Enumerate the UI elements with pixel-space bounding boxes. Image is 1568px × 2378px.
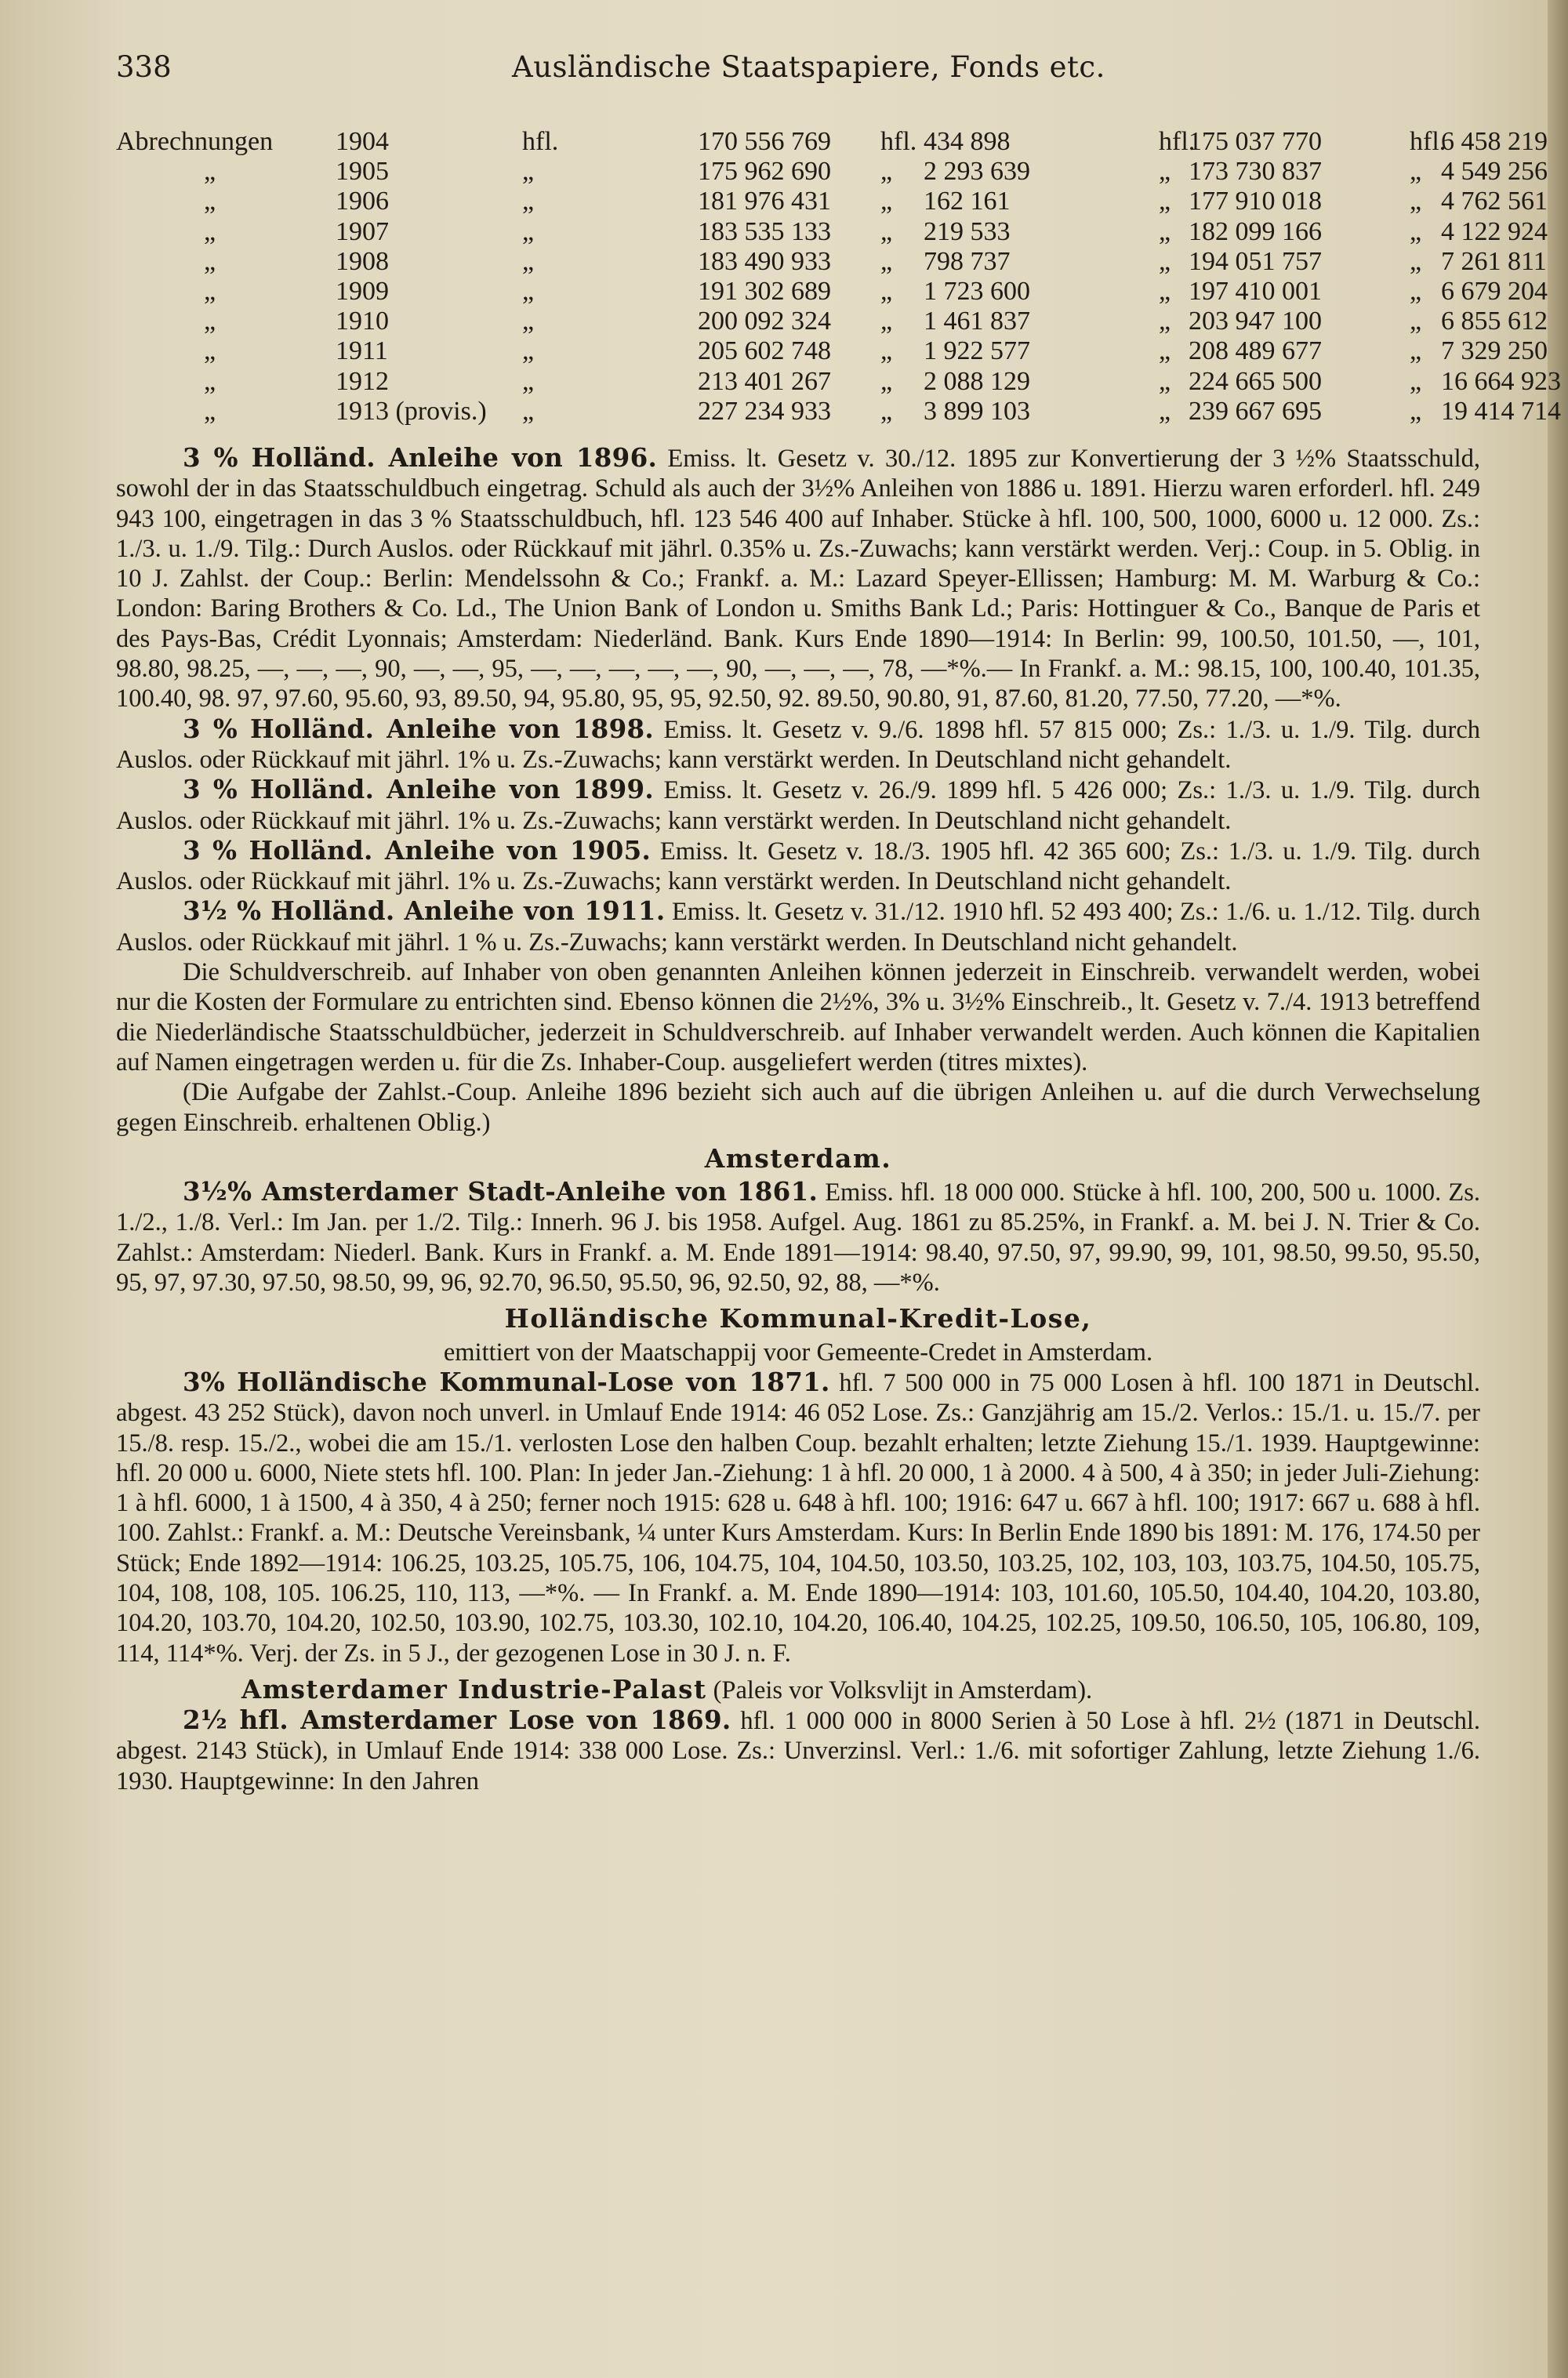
currency-3: „ (1159, 276, 1171, 306)
value-3: 177 910 018 (1189, 187, 1322, 216)
value-4: 16 664 923 (1441, 366, 1561, 396)
value-3: 194 051 757 (1189, 246, 1322, 276)
paragraph-kommunal-lose-1871 (116, 1367, 1480, 1668)
paragraph-heading: 3% Holländische Kommunal-Lose von 1871. (183, 1366, 830, 1397)
currency-3: hfl. (1159, 127, 1196, 156)
value-2: 2 293 639 (924, 157, 1030, 187)
table-row (116, 276, 1548, 307)
paragraph-schuldverschreibung: Die Schuldverschreib. auf Inhaber von oben genannten Anleihen können jederzeit in Einschreib. verwandelt werden, wobei nur die Kosten der Formulare zu entrichten sind. Ebenso können die 2½%, 3% u. 3½% Einschreib., lt. Gesetz v. 7./4. 1913 betreffend die Niederländische Staatsschuldbücher, jederzeit in Schuldverschreib. auf Inhaber verwandelt werden. Auch können die Kapitalien auf Namen eingetragen werden u. für die Zs. Inhaber-Coup. ausgeliefert werden (titres mixtes). (116, 958, 1480, 1076)
value-4: 7 329 250 (1441, 336, 1548, 366)
value-2: 1 922 577 (924, 336, 1030, 366)
abrechnungen-table (116, 127, 1561, 427)
paragraph-text: hfl. 1 000 000 in 8000 Serien à 50 Lose à hfl. 2½ (1871 in Deutschl. abgest. 2143 Stück), in Umlauf Ende 1914: 338 000 Lose. Zs.: Unverzinsl. Verl.: 1./6. mit sofortiger Zahlung, letzte Ziehung 1./6. 1930. Hauptgewinne: In den Jahren (116, 1707, 1480, 1795)
currency-2: „ (880, 216, 893, 246)
value-2: 2 088 129 (924, 366, 1030, 396)
table-row (116, 216, 1548, 247)
currency-4: „ (1410, 366, 1422, 396)
value-1: 227 234 933 (698, 396, 831, 426)
value-1: 181 976 431 (698, 187, 831, 216)
value-4: 6 679 204 (1441, 276, 1548, 306)
paragraph-heading: 3 % Holländ. Anleihe von 1905. (183, 834, 652, 866)
value-4: 6 458 219 (1441, 127, 1548, 156)
paragraph-stadt-anleihe-1861 (116, 1177, 1480, 1298)
currency-4: „ (1410, 187, 1422, 216)
ditto-mark: „ (204, 396, 216, 426)
currency-4: „ (1410, 276, 1422, 306)
value-4: 19 414 714 (1441, 396, 1561, 426)
value-3: 239 667 695 (1189, 396, 1322, 426)
value-1: 205 602 748 (698, 336, 831, 366)
value-2: 162 161 (924, 187, 1011, 216)
value-1: 191 302 689 (698, 276, 831, 306)
section-title-industrie-palast (116, 1675, 1480, 1705)
value-3: 224 665 500 (1189, 366, 1322, 396)
value-3: 203 947 100 (1189, 307, 1322, 336)
currency-3: „ (1159, 187, 1171, 216)
ditto-mark: „ (204, 366, 216, 396)
paragraph-heading: 3 % Holländ. Anleihe von 1899. (183, 774, 655, 805)
row-year: 1904 (336, 127, 389, 156)
currency-1: hfl. (522, 127, 559, 156)
currency-2: „ (880, 366, 893, 396)
row-year: 1913 (provis.) (336, 396, 487, 426)
currency-2: „ (880, 276, 893, 306)
paragraph-anleihe-1899 (116, 775, 1480, 836)
page-header (116, 50, 1480, 89)
currency-3: „ (1159, 396, 1171, 426)
row-label: Abrechnungen (116, 127, 274, 156)
paragraph-zahlstellen-note: (Die Aufgabe der Zahlst.-Coup. Anleihe 1896 bezieht sich auch auf die übrigen Anleihen u. auf die durch Verwechselung gegen Einschreib. erhaltenen Oblig.) (116, 1078, 1480, 1137)
currency-1: „ (522, 216, 535, 246)
value-2: 1 461 837 (924, 307, 1030, 336)
currency-1: „ (522, 307, 535, 336)
value-3: 173 730 837 (1189, 157, 1322, 187)
currency-4: „ (1410, 246, 1422, 276)
value-2: 798 737 (924, 246, 1011, 276)
ditto-mark: „ (204, 157, 216, 187)
value-2: 1 723 600 (924, 276, 1030, 306)
paragraph-heading: 3 % Holländ. Anleihe von 1898. (183, 713, 655, 744)
currency-2: hfl. (880, 127, 917, 156)
table-row (116, 246, 1547, 277)
currency-3: „ (1159, 246, 1171, 276)
value-3: 182 099 166 (1189, 216, 1322, 246)
currency-4: „ (1410, 157, 1422, 187)
value-3: 208 489 677 (1189, 336, 1322, 366)
paragraph-text: Emiss. lt. Gesetz v. 26./9. 1899 hfl. 5 426 000; Zs.: 1./3. u. 1./9. Tilg. durch Auslos. oder Rückkauf mit jährl. 1% u. Zs.-Zuwachs; kann verstärkt werden. In Deutschland nicht gehandelt. (116, 776, 1480, 835)
value-1: 183 535 133 (698, 216, 831, 246)
currency-4: „ (1410, 396, 1422, 426)
currency-1: „ (522, 366, 535, 396)
section-subtitle: emittiert von der Maatschappij voor Gemeente-Credet in Amsterdam. (443, 1338, 1153, 1367)
paragraph-lose-1869 (116, 1705, 1480, 1796)
paragraph-text: Emiss. lt. Gesetz v. 31./12. 1910 hfl. 52 493 400; Zs.: 1./6. u. 1./12. Tilg. durch Auslos. oder Rückkauf mit jährl. 1 % u. Zs.-Zuwachs; kann verstärkt werden. In Deutschland nicht gehandelt. (116, 898, 1480, 957)
currency-2: „ (880, 336, 893, 366)
section-title-kommunal-kredit-lose: Holländische Kommunal-Kredit-Lose, (504, 1303, 1092, 1334)
currency-3: „ (1159, 336, 1171, 366)
page-edge (1548, 0, 1568, 2378)
page-number: 338 (116, 50, 172, 84)
value-1: 175 962 690 (698, 157, 831, 187)
paragraph-text: Emiss. hfl. 18 000 000. Stücke à hfl. 100, 200, 500 u. 1000. Zs. 1./2., 1./8. Verl.: Im Jan. per 1./2. Tilg.: Innerh. 96 J. bis 1958. Aufgel. Aug. 1861 zu 85.25%, in Frankf. a. M. bei J. N. Trier & Co. Zahlst.: Amsterdam: Niederl. Bank. Kurs in Frankf. a. M. Ende 1891—1914: 98.40, 97.50, 97, 99.90, 99, 101, 98.50, 99.50, 95.50, 95, 97, 97.30, 97.50, 98.50, 99, 96, 92.70, 96.50, 95.50, 96, 92.50, 92, 88, —*%. (116, 1178, 1480, 1298)
value-1: 170 556 769 (698, 127, 831, 156)
row-year: 1910 (336, 307, 389, 336)
row-year: 1909 (336, 276, 389, 306)
row-year: 1907 (336, 216, 389, 246)
currency-4: „ (1410, 216, 1422, 246)
currency-2: „ (880, 396, 893, 426)
currency-2: „ (880, 246, 893, 276)
value-4: 4 122 924 (1441, 216, 1548, 246)
value-1: 213 401 267 (698, 366, 831, 396)
value-2: 3 899 103 (924, 396, 1030, 426)
currency-3: „ (1159, 157, 1171, 187)
table-row (116, 307, 1548, 336)
row-year: 1908 (336, 246, 389, 276)
currency-3: „ (1159, 216, 1171, 246)
currency-1: „ (522, 187, 535, 216)
ditto-mark: „ (204, 216, 216, 246)
value-3: 197 410 001 (1189, 276, 1322, 306)
currency-4: „ (1410, 336, 1422, 366)
paragraph-heading: 3½ % Holländ. Anleihe von 1911. (183, 895, 666, 927)
row-year: 1911 (336, 336, 388, 366)
paragraph-anleihe-1898 (116, 714, 1480, 775)
value-2: 219 533 (924, 216, 1011, 246)
ditto-mark: „ (204, 187, 216, 216)
ditto-mark: „ (204, 336, 216, 366)
section-heading: Amsterdamer Industrie-Palast (241, 1673, 707, 1705)
currency-2: „ (880, 157, 893, 187)
section-title-amsterdam: Amsterdam. (704, 1142, 892, 1174)
paragraph-text: hfl. 7 500 000 in 75 000 Losen à hfl. 100 1871 in Deutschl. abgest. 43 252 Stück), davon noch unverl. in Umlauf Ende 1914: 46 052 Lose. Zs.: Ganzjährig am 15./2. Verlos.: 15./1. u. 15./7. per 15./8. resp. 15./2., wobei die am 15./1. verlosten Lose den halben Coup. bezahlt erhalten; letzte Ziehung 15./1. 1939. Hauptgewinne: hfl. 20 000 u. 6000, Niete stets hfl. 100. Plan: In jeder Jan.-Ziehung: 1 à hfl. 20 000, 1 à 2000. 4 à 500, 4 à 350; in jeder Juli-Ziehung: 1 à hfl. 6000, 1 à 1500, 4 à 350, 4 à 250; ferner noch 1915: 628 u. 648 à hfl. 100; 1916: 647 u. 667 à hfl. 100; 1917: 667 u. 688 à hfl. 100. Zahlst.: Frankf. a. M.: Deutsche Vereinsbank, ¼ unter Kurs Amsterdam. Kurs: In Berlin Ende 1890 bis 1891: M. 176, 174.50 per Stück; Ende 1892—1914: 106.25, 103.25, 105.75, 106, 104.75, 104, 104.50, 103.50, 103.25, 102, 103, 103, 103.75, 104.50, 105.75, 104, 108, 108, 105. 106.25, 110, 113, —*%. — In Frankf. a. M. Ende 1890—1914: 103, 101.60, 105.50, 104.40, 104.20, 103.80, 104.20, 103.70, 104.20, 102.50, 103.90, 102.75, 103.30, 102.10, 104.20, 106.40, 104.25, 102.25, 109.50, 106.50, 105, 106.80, 109, 114, 114*%. Verj. der Zs. in 5 J., der gezogenen Lose in 30 J. n. F. (116, 1368, 1480, 1668)
paragraph-anleihe-1896 (116, 443, 1480, 714)
ditto-mark: „ (204, 307, 216, 336)
paragraph-anleihe-1911 (116, 896, 1480, 957)
row-year: 1905 (336, 157, 389, 187)
paragraph-heading: 3½% Amsterdamer Stadt-Anleihe von 1861. (183, 1176, 818, 1207)
document-body (116, 443, 1480, 1796)
currency-1: „ (522, 336, 535, 366)
value-4: 4 762 561 (1441, 187, 1548, 216)
currency-4: hfl. (1410, 127, 1446, 156)
paragraph-text: Emiss. lt. Gesetz v. 30./12. 1895 zur Konvertierung der 3 ½% Staatsschuld, sowohl der in das Staatsschuldbuch eingetrag. Schuld als auch der 3½% Anleihen von 1886 u. 1891. Hierzu waren erforderl. hfl. 249 943 100, eingetragen in das 3 % Staatsschuldbuch, hfl. 123 546 400 auf Inhaber. Stücke à hfl. 100, 500, 1000, 6000 u. 12 000. Zs.: 1./3. u. 1./9. Tilg.: Durch Auslos. oder Rückkauf mit jährl. 0.35% u. Zs.-Zuwachs; kann verstärkt werden. Verj.: Coup. in 5. Oblig. in 10 J. Zahlst. der Coup.: Berlin: Mendelssohn & Co.; Frankf. a. M.: Lazard Speyer-Ellissen; Hamburg: M. M. Warburg & Co.: London: Baring Brothers & Co. Ld., The Union Bank of London u. Smiths Bank Ld.; Paris: Hottinguer & Co., Banque de Paris et des Pays-Bas, Crédit Lyonnais; Amsterdam: Niederländ. Bank. Kurs Ende 1890—1914: In Berlin: 99, 100.50, 101.50, —, 101, 98.80, 98.25, —, —, —, 90, —, —, 95, —, —, —, —, —, 90, —, —, —, 78, —*%.— In Frankf. a. M.: 98.15, 100, 100.40, 101.35, 100.40, 98. 97, 97.60, 95.60, 93, 89.50, 94, 95.80, 95, 95, 92.50, 92. 89.50, 90.80, 91, 87.60, 81.20, 77.50, 77.20, —*%. (116, 445, 1481, 713)
ditto-mark: „ (204, 246, 216, 276)
running-title: Ausländische Staatspapiere, Fonds etc. (512, 50, 1105, 84)
paragraph-heading: 2½ hfl. Amsterdamer Lose von 1869. (183, 1705, 731, 1736)
value-4: 7 261 811 (1441, 246, 1547, 276)
table-row (116, 127, 1548, 157)
ditto-mark: „ (204, 276, 216, 306)
currency-1: „ (522, 157, 535, 187)
row-year: 1912 (336, 366, 389, 396)
value-2: 434 898 (924, 127, 1011, 156)
value-1: 183 490 933 (698, 246, 831, 276)
paragraph-text: Emiss. lt. Gesetz v. 18./3. 1905 hfl. 42 365 600; Zs.: 1./3. u. 1./9. Tilg. durch Auslos. oder Rückkauf mit jährl. 1% u. Zs.-Zuwachs; kann verstärkt werden. In Deutschland nicht gehandelt. (116, 837, 1480, 896)
section-heading-suffix: (Paleis vor Volksvlijt in Amsterdam). (706, 1675, 1093, 1705)
table-row (116, 157, 1548, 187)
currency-2: „ (880, 307, 893, 336)
paragraph-text: Emiss. lt. Gesetz v. 9./6. 1898 hfl. 57 815 000; Zs.: 1./3. u. 1./9. Tilg. durch Auslos. oder Rückkauf mit jährl. 1% u. Zs.-Zuwachs; kann verstärkt werden. In Deutschland nicht gehandelt. (116, 715, 1480, 774)
value-4: 6 855 612 (1441, 307, 1548, 336)
table-row (116, 336, 1548, 366)
currency-4: „ (1410, 307, 1422, 336)
table-row (116, 366, 1561, 397)
currency-3: „ (1159, 307, 1171, 336)
table-row (116, 396, 1561, 427)
currency-1: „ (522, 396, 535, 426)
value-3: 175 037 770 (1189, 127, 1322, 156)
paragraph-heading: 3 % Holländ. Anleihe von 1896. (183, 442, 658, 473)
currency-1: „ (522, 246, 535, 276)
paragraph-anleihe-1905 (116, 836, 1480, 897)
table-row (116, 187, 1548, 216)
value-4: 4 549 256 (1441, 157, 1548, 187)
row-year: 1906 (336, 187, 389, 216)
value-1: 200 092 324 (698, 307, 831, 336)
currency-3: „ (1159, 366, 1171, 396)
currency-1: „ (522, 276, 535, 306)
currency-2: „ (880, 187, 893, 216)
